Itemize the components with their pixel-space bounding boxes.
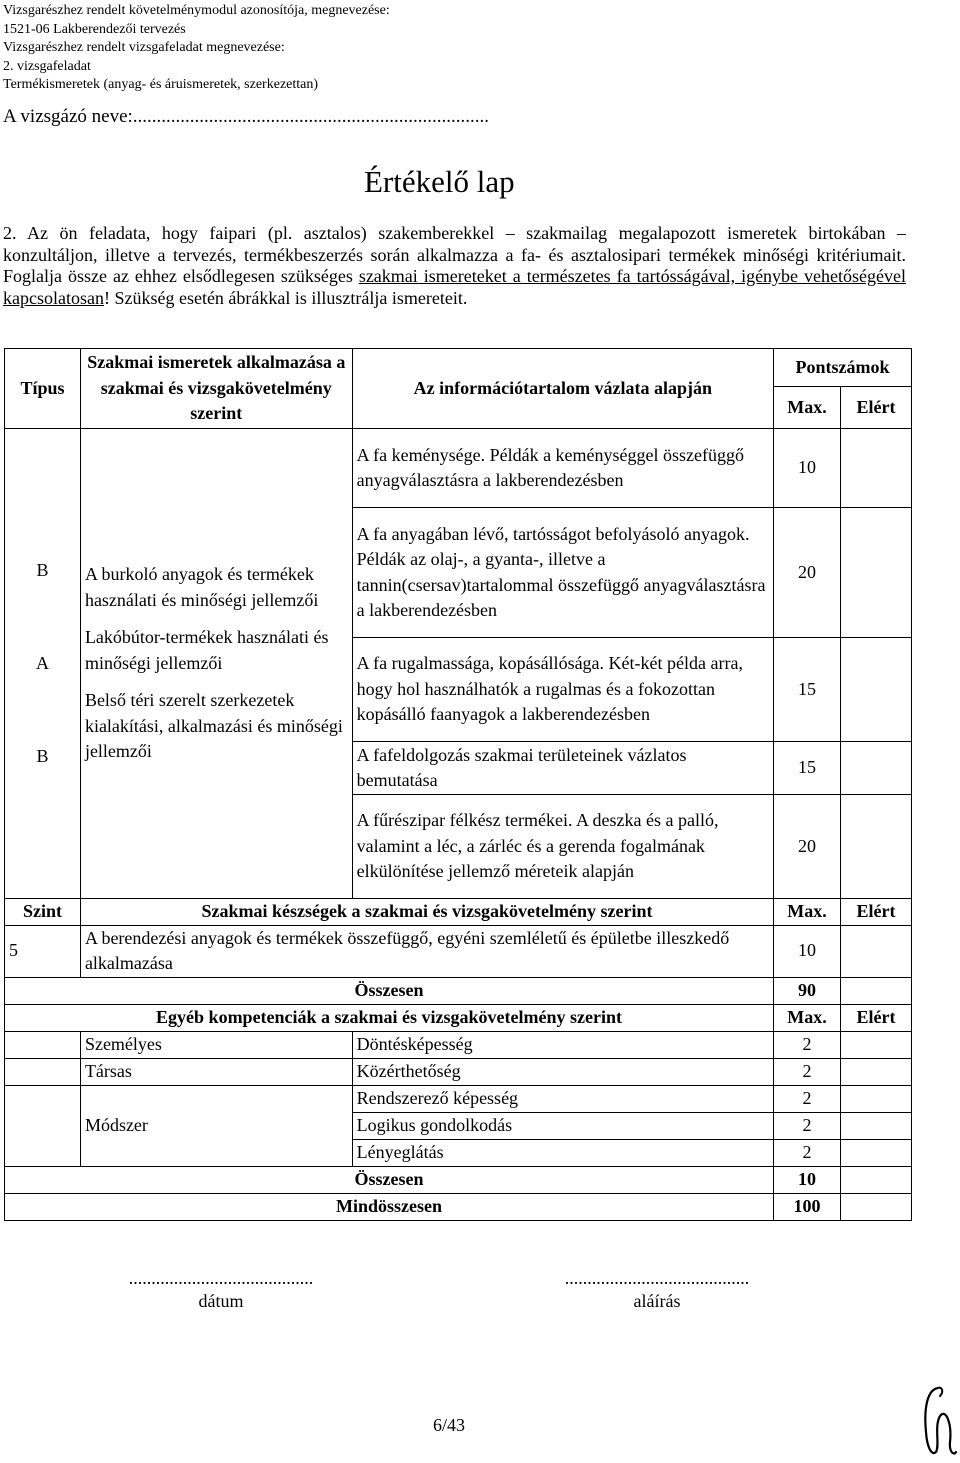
grand-total-label: Mindösszesen xyxy=(5,1193,774,1220)
date-label: dátum xyxy=(198,1291,244,1311)
earned-points[interactable] xyxy=(841,925,912,977)
page-title: Értékelő lap xyxy=(364,164,515,199)
max-header: Max. xyxy=(774,387,841,429)
knowledge-cell xyxy=(80,429,352,899)
other-competencies-header: Egyéb kompetenciák a szakmai és vizsgakövetelmény szerint xyxy=(5,1004,774,1031)
empty-cell xyxy=(5,1058,81,1085)
task-description xyxy=(3,223,906,309)
competency-item: Döntésképesség xyxy=(352,1031,773,1058)
max-points: 2 xyxy=(774,1112,841,1139)
sign-line: ......................................... xyxy=(564,1268,750,1288)
earned-points[interactable] xyxy=(841,508,912,638)
earned-points[interactable] xyxy=(841,1031,912,1058)
header-line: 1521-06 Lakberendezői tervezés xyxy=(3,21,186,37)
earned-points[interactable] xyxy=(841,742,912,795)
header-line: Termékismeretek (anyag- és áruismeretek, szerkezettan) xyxy=(3,77,319,92)
subtotal-label: Összesen xyxy=(5,977,774,1004)
points-header: Pontszámok xyxy=(774,349,912,387)
earned-points[interactable] xyxy=(841,429,912,508)
max-points: 10 xyxy=(774,925,841,977)
earned-points[interactable] xyxy=(841,795,912,899)
knowledge-item: A burkoló anyagok és termékek használati és minőségi jellemzői xyxy=(84,564,319,610)
header-line: Vizsgarészhez rendelt követelménymodul azonosítója, megnevezése: xyxy=(3,3,390,18)
earned-points[interactable] xyxy=(841,1112,912,1139)
type-header: Típus xyxy=(5,349,81,429)
type-letter: B xyxy=(36,560,49,580)
competency-group: Módszer xyxy=(80,1085,352,1166)
knowledge-item: Belső téri szerelt szerkezetek kialakítási, alkalmazási és minőségi jellemzői xyxy=(84,690,343,762)
content-cell: A fafeldolgozás szakmai területeinek vázlatos bemutatása xyxy=(352,742,773,795)
date-signature-block xyxy=(90,1268,352,1312)
document-header xyxy=(3,2,390,95)
earned-points[interactable] xyxy=(841,1139,912,1166)
level-header: Szint xyxy=(5,899,81,926)
grand-total-earned[interactable] xyxy=(841,1193,912,1220)
skill-text: A berendezési anyagok és termékek összefüggő, egyéni szemléletű és épületbe illeszkedő alkalmazása xyxy=(80,925,773,977)
max-points: 2 xyxy=(774,1085,841,1112)
elert-header: Elért xyxy=(841,1004,912,1031)
content-header: Az információtartalom vázlata alapján xyxy=(352,349,773,429)
content-cell: A fa anyagában lévő, tartósságot befolyásoló anyagok. Példák az olaj-, a gyanta-, illetve a tannin(csersav)tartalommal összefüggő anyagválasztásra a lakberendezésben xyxy=(352,508,773,638)
empty-cell xyxy=(5,1031,81,1058)
header-line: 2. vizsgafeladat xyxy=(3,58,91,74)
type-letter: A xyxy=(35,653,49,673)
elert-header: Elért xyxy=(841,387,912,429)
competency-group: Személyes xyxy=(80,1031,352,1058)
grand-total-max: 100 xyxy=(774,1193,841,1220)
max-points: 2 xyxy=(774,1031,841,1058)
competency-group: Társas xyxy=(80,1058,352,1085)
evaluation-table xyxy=(4,348,912,1221)
knowledge-item: Lakóbútor-termékek használati és minőségi jellemzői xyxy=(84,627,329,673)
header-line: Vizsgarészhez rendelt vizsgafeladat megnevezése: xyxy=(3,40,285,55)
competency-item: Rendszerező képesség xyxy=(352,1085,773,1112)
skill-level: 5 xyxy=(5,925,81,977)
handwritten-mark-icon xyxy=(918,1382,958,1460)
sign-label: aláírás xyxy=(633,1291,681,1311)
date-line: ......................................... xyxy=(128,1268,314,1288)
content-cell: A fa rugalmassága, kopásállósága. Két-két példa arra, hogy hol használhatók a rugalmas és a fokozottan kopásálló faanyagok a lakberendezésben xyxy=(352,638,773,742)
max-header: Max. xyxy=(774,899,841,926)
subtotal-max: 90 xyxy=(774,977,841,1004)
type-cell xyxy=(5,429,81,899)
max-points: 15 xyxy=(774,638,841,742)
competency-item: Logikus gondolkodás xyxy=(352,1112,773,1139)
page-number: 6/43 xyxy=(433,1415,466,1435)
max-points: 20 xyxy=(774,508,841,638)
content-cell: A fűrészipar félkész termékei. A deszka és a palló, valamint a léc, a zárléc és a gerenda fogalmának elkülönítése jellemző méreteik alapján xyxy=(352,795,773,899)
competency-item: Lényeglátás xyxy=(352,1139,773,1166)
max-header: Max. xyxy=(774,1004,841,1031)
subtotal-label: Összesen xyxy=(5,1166,774,1193)
max-points: 15 xyxy=(774,742,841,795)
competency-item: Közérthetőség xyxy=(352,1058,773,1085)
task-text-end: ! Szükség esetén ábrákkal is illusztrálja ismereteit. xyxy=(103,287,468,308)
earned-points[interactable] xyxy=(841,1058,912,1085)
subtotal-max: 10 xyxy=(774,1166,841,1193)
subtotal-earned[interactable] xyxy=(841,1166,912,1193)
empty-cell xyxy=(5,1085,81,1166)
type-letter: B xyxy=(36,746,49,766)
task-underlined-text: szakmai ismereteket a természetes fa tartósságával, igénybe vehetőségével kapcsolatosan xyxy=(3,266,906,308)
max-points: 2 xyxy=(774,1139,841,1166)
content-cell: A fa keménysége. Példák a keménységgel összefüggő anyagválasztásra a lakberendezésben xyxy=(352,429,773,508)
candidate-name-line: A vizsgázó neve:........................................................................... xyxy=(3,106,490,127)
elert-header: Elért xyxy=(841,899,912,926)
max-points: 20 xyxy=(774,795,841,899)
earned-points[interactable] xyxy=(841,638,912,742)
max-points: 10 xyxy=(774,429,841,508)
skills-header: Szakmai készségek a szakmai és vizsgakövetelmény szerint xyxy=(80,899,773,926)
subtotal-earned[interactable] xyxy=(841,977,912,1004)
task-text: 2. Az ön feladata, hogy faipari (pl. asztalos) szakemberekkel – szakmailag megalapozott ismeretek birtokában – konzultáljon, illetve a tervezés, termékbeszerzés során alkalmazza a fa- és asztalosipari termékek minőségi kritériumait. Foglalja össze az ehhez elsődlegesen szükséges xyxy=(3,223,906,286)
knowledge-header: Szakmai ismeretek alkalmazása a szakmai és vizsgakövetelmény szerint xyxy=(80,349,352,429)
earned-points[interactable] xyxy=(841,1085,912,1112)
sign-signature-block xyxy=(526,1268,788,1312)
max-points: 2 xyxy=(774,1058,841,1085)
